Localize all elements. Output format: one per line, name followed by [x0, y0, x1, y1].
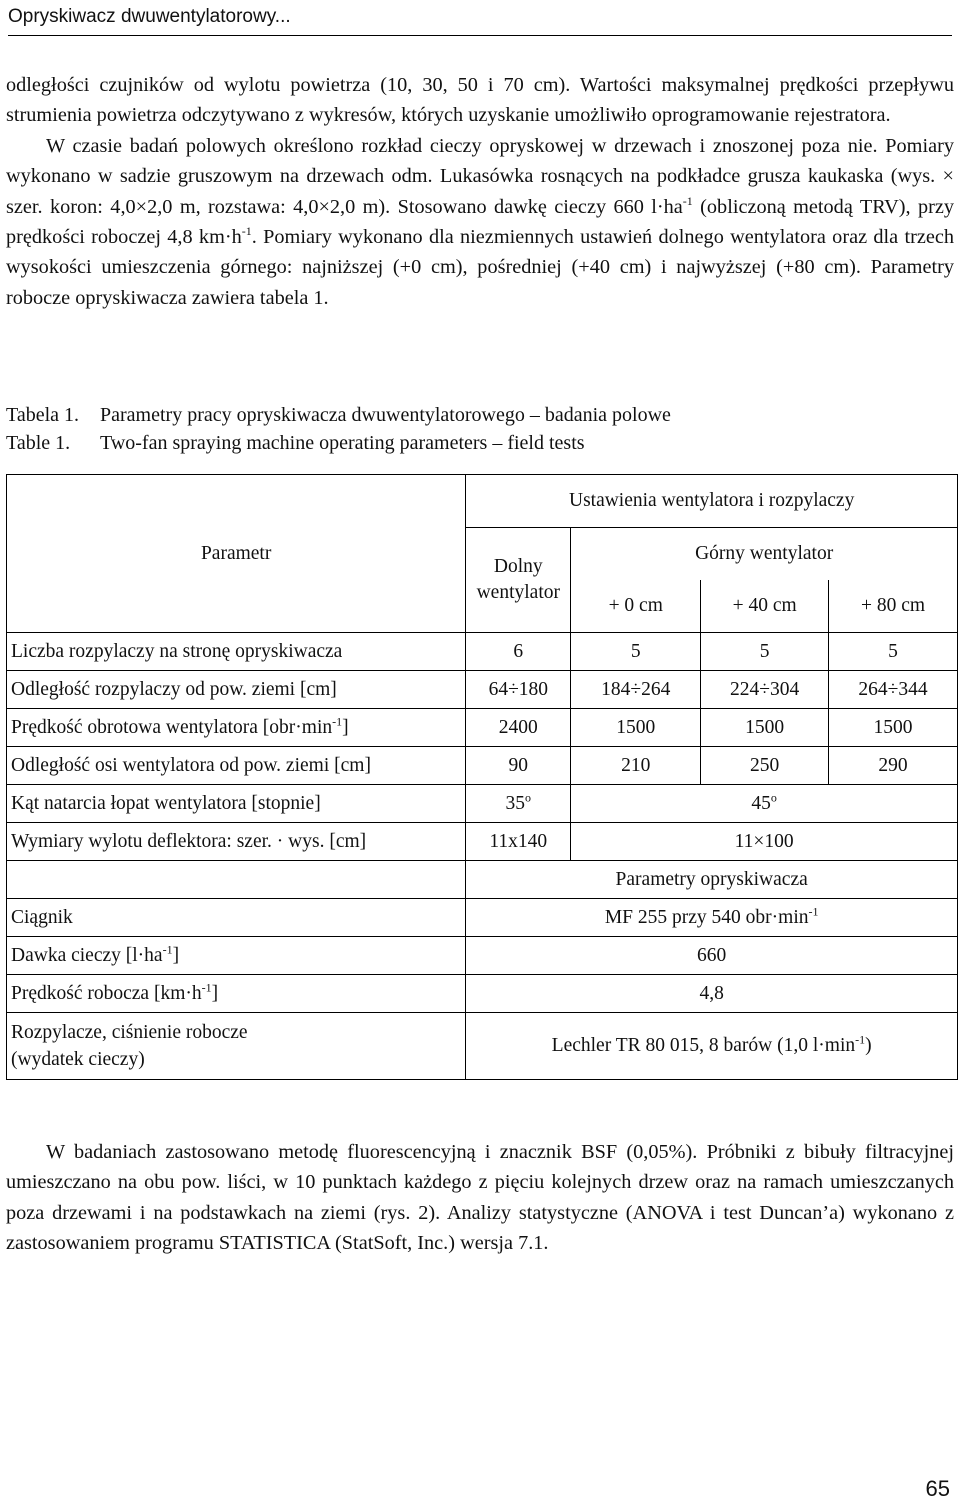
row-label: Prędkość robocza $[km\cdot h^{-1}]$ [7, 975, 466, 1013]
table-cell: 2400 [466, 709, 571, 747]
row-label: Odległość rozpylaczy od pow. ziemi [cm] [7, 671, 466, 709]
table-cell: 1500 [701, 709, 829, 747]
running-header-title: Opryskiwacz dwuwentylatorowy... [8, 6, 291, 27]
table-row [7, 975, 958, 1013]
table-cell: 11x140 [466, 823, 571, 861]
table-cell: 5 [829, 633, 958, 671]
row-label: Wymiary wylotu deflektora: szer. · wys. [cm] [7, 823, 466, 861]
header-upper-40: + 40 cm [701, 580, 829, 633]
table-cell: 45$^o$ [571, 785, 958, 823]
table-caption [6, 401, 954, 457]
table-row [7, 671, 958, 709]
paragraph-intro [6, 70, 954, 313]
table-cell: 35$^o$ [466, 785, 571, 823]
header-lower-fan: Dolny wentylator [466, 528, 571, 633]
table-cell: 64÷180 [466, 671, 571, 709]
caption-english: Table 1. Two-fan spraying machine operating parameters – field tests [6, 432, 585, 454]
table-cell: 1500 [829, 709, 958, 747]
row-label: Prędkość obrotowa wentylatora $[obr\cdot\min^{-1}]$ [7, 709, 466, 747]
table-cell: 290 [829, 747, 958, 785]
table-row [7, 785, 958, 823]
table-cell: 184÷264 [571, 671, 701, 709]
page-number: 65 [925, 1476, 950, 1501]
row-label: Kąt natarcia łopat wentylatora [stopnie] [7, 785, 466, 823]
parameters-table [6, 474, 958, 1080]
table-row [7, 1013, 958, 1080]
header-upper-fan: Górny wentylator [571, 528, 958, 581]
header-sprayer-params: Parametry opryskiwacza [466, 861, 958, 899]
table-cell: 250 [701, 747, 829, 785]
row-label [7, 861, 466, 899]
caption-polish: Tabela 1. Parametry pracy opryskiwacza dwuwentylatorowego – badania polowe [6, 404, 671, 426]
row-label: Rozpylacze, ciśnienie robocze (wydatek cieczy) [7, 1013, 466, 1080]
row-label: Odległość osi wentylatora od pow. ziemi [cm] [7, 747, 466, 785]
table-row [7, 633, 958, 671]
table-row [7, 823, 958, 861]
table-section-row [7, 861, 958, 899]
row-label: Dawka cieczy $[l\cdot ha^{-1}]$ [7, 937, 466, 975]
table-cell: 224÷304 [701, 671, 829, 709]
table-cell: 11×100 [571, 823, 958, 861]
header-upper-0: + 0 cm [571, 580, 701, 633]
table-cell: 660 [466, 937, 958, 975]
paragraph-3: W badaniach zastosowano metodę fluorescencyjną i znacznik BSF (0,05%). Próbniki z bibuły filtracyjnej umieszczano na obu pow. liści, w 10 punktach każdego z pięciu kolejnych drzew oraz na ramach umieszczanych poza drzewami i na podstawkach na ziemi (rys. 2). Analizy statystyczne (ANOVA i test Duncan’a) wykonano z zastosowaniem programu STATISTICA (StatSoft, Inc.) wersja 7.1. [6, 1141, 954, 1255]
table-row [7, 747, 958, 785]
table-row [7, 899, 958, 937]
table-cell: MF 255 przy 540 $obr\cdot\min^{-1}$ [466, 899, 958, 937]
paragraph-1: odległości czujników od wylotu powietrza (10, 30, 50 i 70 cm). Wartości maksymalnej prędkości przepływu strumienia powietrza odczytywano z wykresów, których uzyskanie umożliwiło oprogramowanie rejestratora. [6, 74, 954, 127]
table-cell: Lechler TR 80 015, 8 barów (1,0 $l\cdot\min^{-1}$) [466, 1013, 958, 1080]
table-row [7, 937, 958, 975]
table-header-row [7, 475, 958, 528]
header-settings: Ustawienia wentylatora i rozpylaczy [466, 475, 958, 528]
table-cell: 5 [571, 633, 701, 671]
table-cell: 6 [466, 633, 571, 671]
table-cell: 5 [701, 633, 829, 671]
table-cell: 1500 [571, 709, 701, 747]
paragraph-methods [6, 1137, 954, 1259]
table-cell: 264÷344 [829, 671, 958, 709]
row-label: Ciągnik [7, 899, 466, 937]
table-cell: 210 [571, 747, 701, 785]
table-cell: 90 [466, 747, 571, 785]
running-header [8, 4, 952, 36]
paragraph-2: W czasie badań polowych określono rozkład cieczy opryskowej w drzewach i znoszonej poza nie. Pomiary wykonano w sadzie gruszowym na drzewach odm. Lukasówka rosnących na podkładce grusza kaukaska (wys. × szer. koron: 4,0×2,0 m, rozstawa: 4,0×2,0 m). Stosowano dawkę cieczy 660 $l\cdot ha^{-1}$ (obliczoną metodą TRV), przy prędkości roboczej 4,8 $km\cdot h^{-1}$. Pomiary wykonano dla niezmiennych ustawień dolnego wentylatora oraz dla trzech wysokości umieszczenia górnego: najniższej (+0 cm), pośredniej (+40 cm) i najwyższej (+80 cm). Parametry robocze opryskiwacza zawiera tabela 1. [6, 134, 954, 309]
row-label: Liczba rozpylaczy na stronę opryskiwacza [7, 633, 466, 671]
table-cell: 4,8 [466, 975, 958, 1013]
header-parameter: Parametr [7, 475, 466, 633]
header-upper-80: + 80 cm [829, 580, 958, 633]
table-row [7, 709, 958, 747]
